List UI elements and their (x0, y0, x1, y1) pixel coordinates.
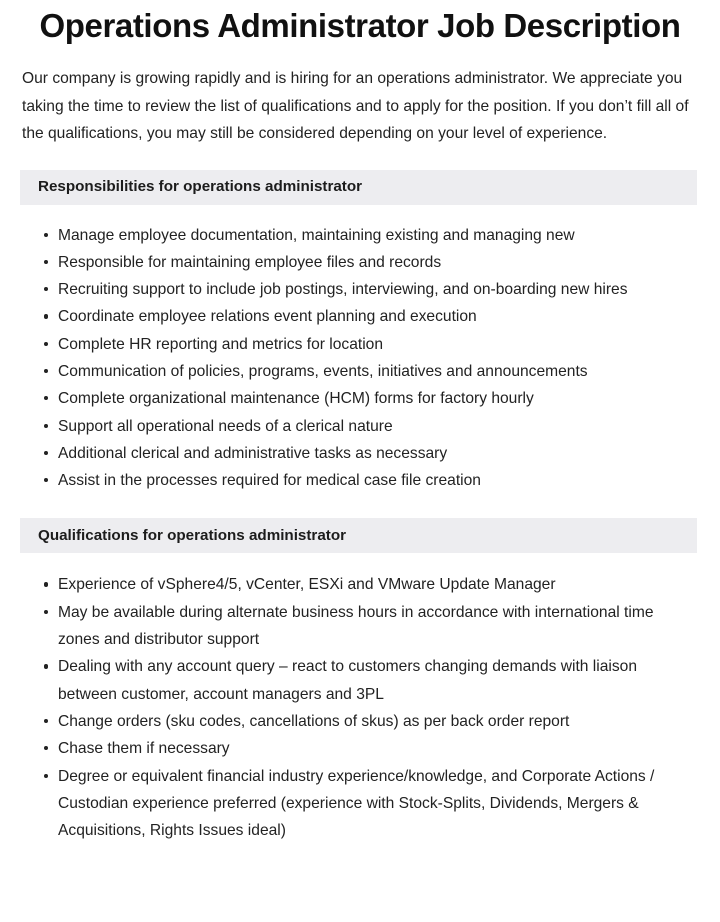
list-item-text: Chase them if necessary (58, 740, 230, 758)
bullet-icon (44, 287, 48, 291)
list-item (44, 249, 698, 276)
list-item-text: Additional clerical and administrative tasks as necessary (58, 444, 448, 462)
list-item-text: Communication of policies, programs, events, initiatives and announcements (58, 362, 588, 380)
list-item (44, 222, 698, 249)
intro-paragraph: Our company is growing rapidly and is hiring for an operations administrator. We appreciate you taking the time to review the list of qualifications and to apply for the position. If you don’t fill all of the qualifications, you may still be considered depending on your level of experience. (22, 70, 689, 142)
list-item-text: Dealing with any account query – react to customers changing demands with liaison between customer, account managers and 3PL (58, 658, 638, 703)
bullet-icon (44, 451, 48, 455)
bullet-icon (44, 424, 48, 428)
bullet-icon (44, 774, 48, 778)
list-item-text: Degree or equivalent financial industry experience/knowledge, and Corporate Actions / Custodian experience preferred (experience with Stock-Splits, Dividends, Mergers & Acquisitions, Rights Issues ideal) (58, 767, 655, 840)
list-item-text: Complete HR reporting and metrics for location (58, 335, 384, 353)
list-item-text: Support all operational needs of a clerical nature (58, 417, 393, 435)
list-item (44, 467, 698, 494)
section-heading-qualifications: Qualifications for operations administrator (38, 526, 347, 544)
page-title: Operations Administrator Job Description (39, 7, 681, 44)
bullet-icon (44, 260, 48, 264)
list-item (44, 735, 698, 762)
list-item (44, 599, 698, 654)
list-item-text: Recruiting support to include job postings, interviewing, and on-boarding new hires (58, 281, 628, 299)
section-qualifications (0, 518, 720, 844)
bullet-icon (44, 369, 48, 373)
list-item-text: Assist in the processes required for medical case file creation (58, 472, 481, 490)
bullet-icon (44, 664, 48, 668)
section-heading-responsibilities: Responsibilities for operations administrator (38, 178, 363, 195)
qualifications-list (0, 553, 720, 844)
list-item (44, 440, 698, 467)
list-item-text: Coordinate employee relations event planning and execution (58, 308, 477, 326)
bullet-icon (44, 719, 48, 723)
list-item (44, 303, 698, 330)
list-item (44, 763, 698, 845)
bullet-icon (44, 610, 48, 614)
list-item (44, 708, 698, 735)
list-item (44, 413, 698, 440)
list-item-text: Responsible for maintaining employee files and records (58, 253, 442, 271)
list-item-text: Change orders (sku codes, cancellations of skus) as per back order report (58, 712, 570, 730)
bullet-icon (44, 396, 48, 400)
responsibilities-list (0, 205, 720, 495)
list-item (44, 653, 698, 708)
bullet-icon (44, 582, 48, 586)
list-item (44, 358, 698, 385)
list-item (44, 571, 698, 598)
list-item-text: Complete organizational maintenance (HCM) forms for factory hourly (58, 390, 534, 408)
list-item-text: May be available during alternate business hours in accordance with international time zones and distributor support (58, 603, 654, 649)
bullet-icon (44, 342, 48, 346)
section-header-bar-qualifications (20, 518, 697, 553)
bullet-icon (44, 478, 48, 482)
bullet-icon (44, 314, 48, 318)
list-item (44, 331, 698, 358)
section-responsibilities (0, 170, 720, 495)
bullet-icon (44, 233, 48, 237)
list-item (44, 385, 698, 412)
list-item-text: Experience of vSphere4/5, vCenter, ESXi and VMware Update Manager (58, 576, 556, 594)
section-header-bar-responsibilities (20, 170, 697, 205)
list-item-text: Manage employee documentation, maintaining existing and managing new (58, 226, 575, 244)
bullet-icon (44, 746, 48, 750)
list-item (44, 276, 698, 303)
